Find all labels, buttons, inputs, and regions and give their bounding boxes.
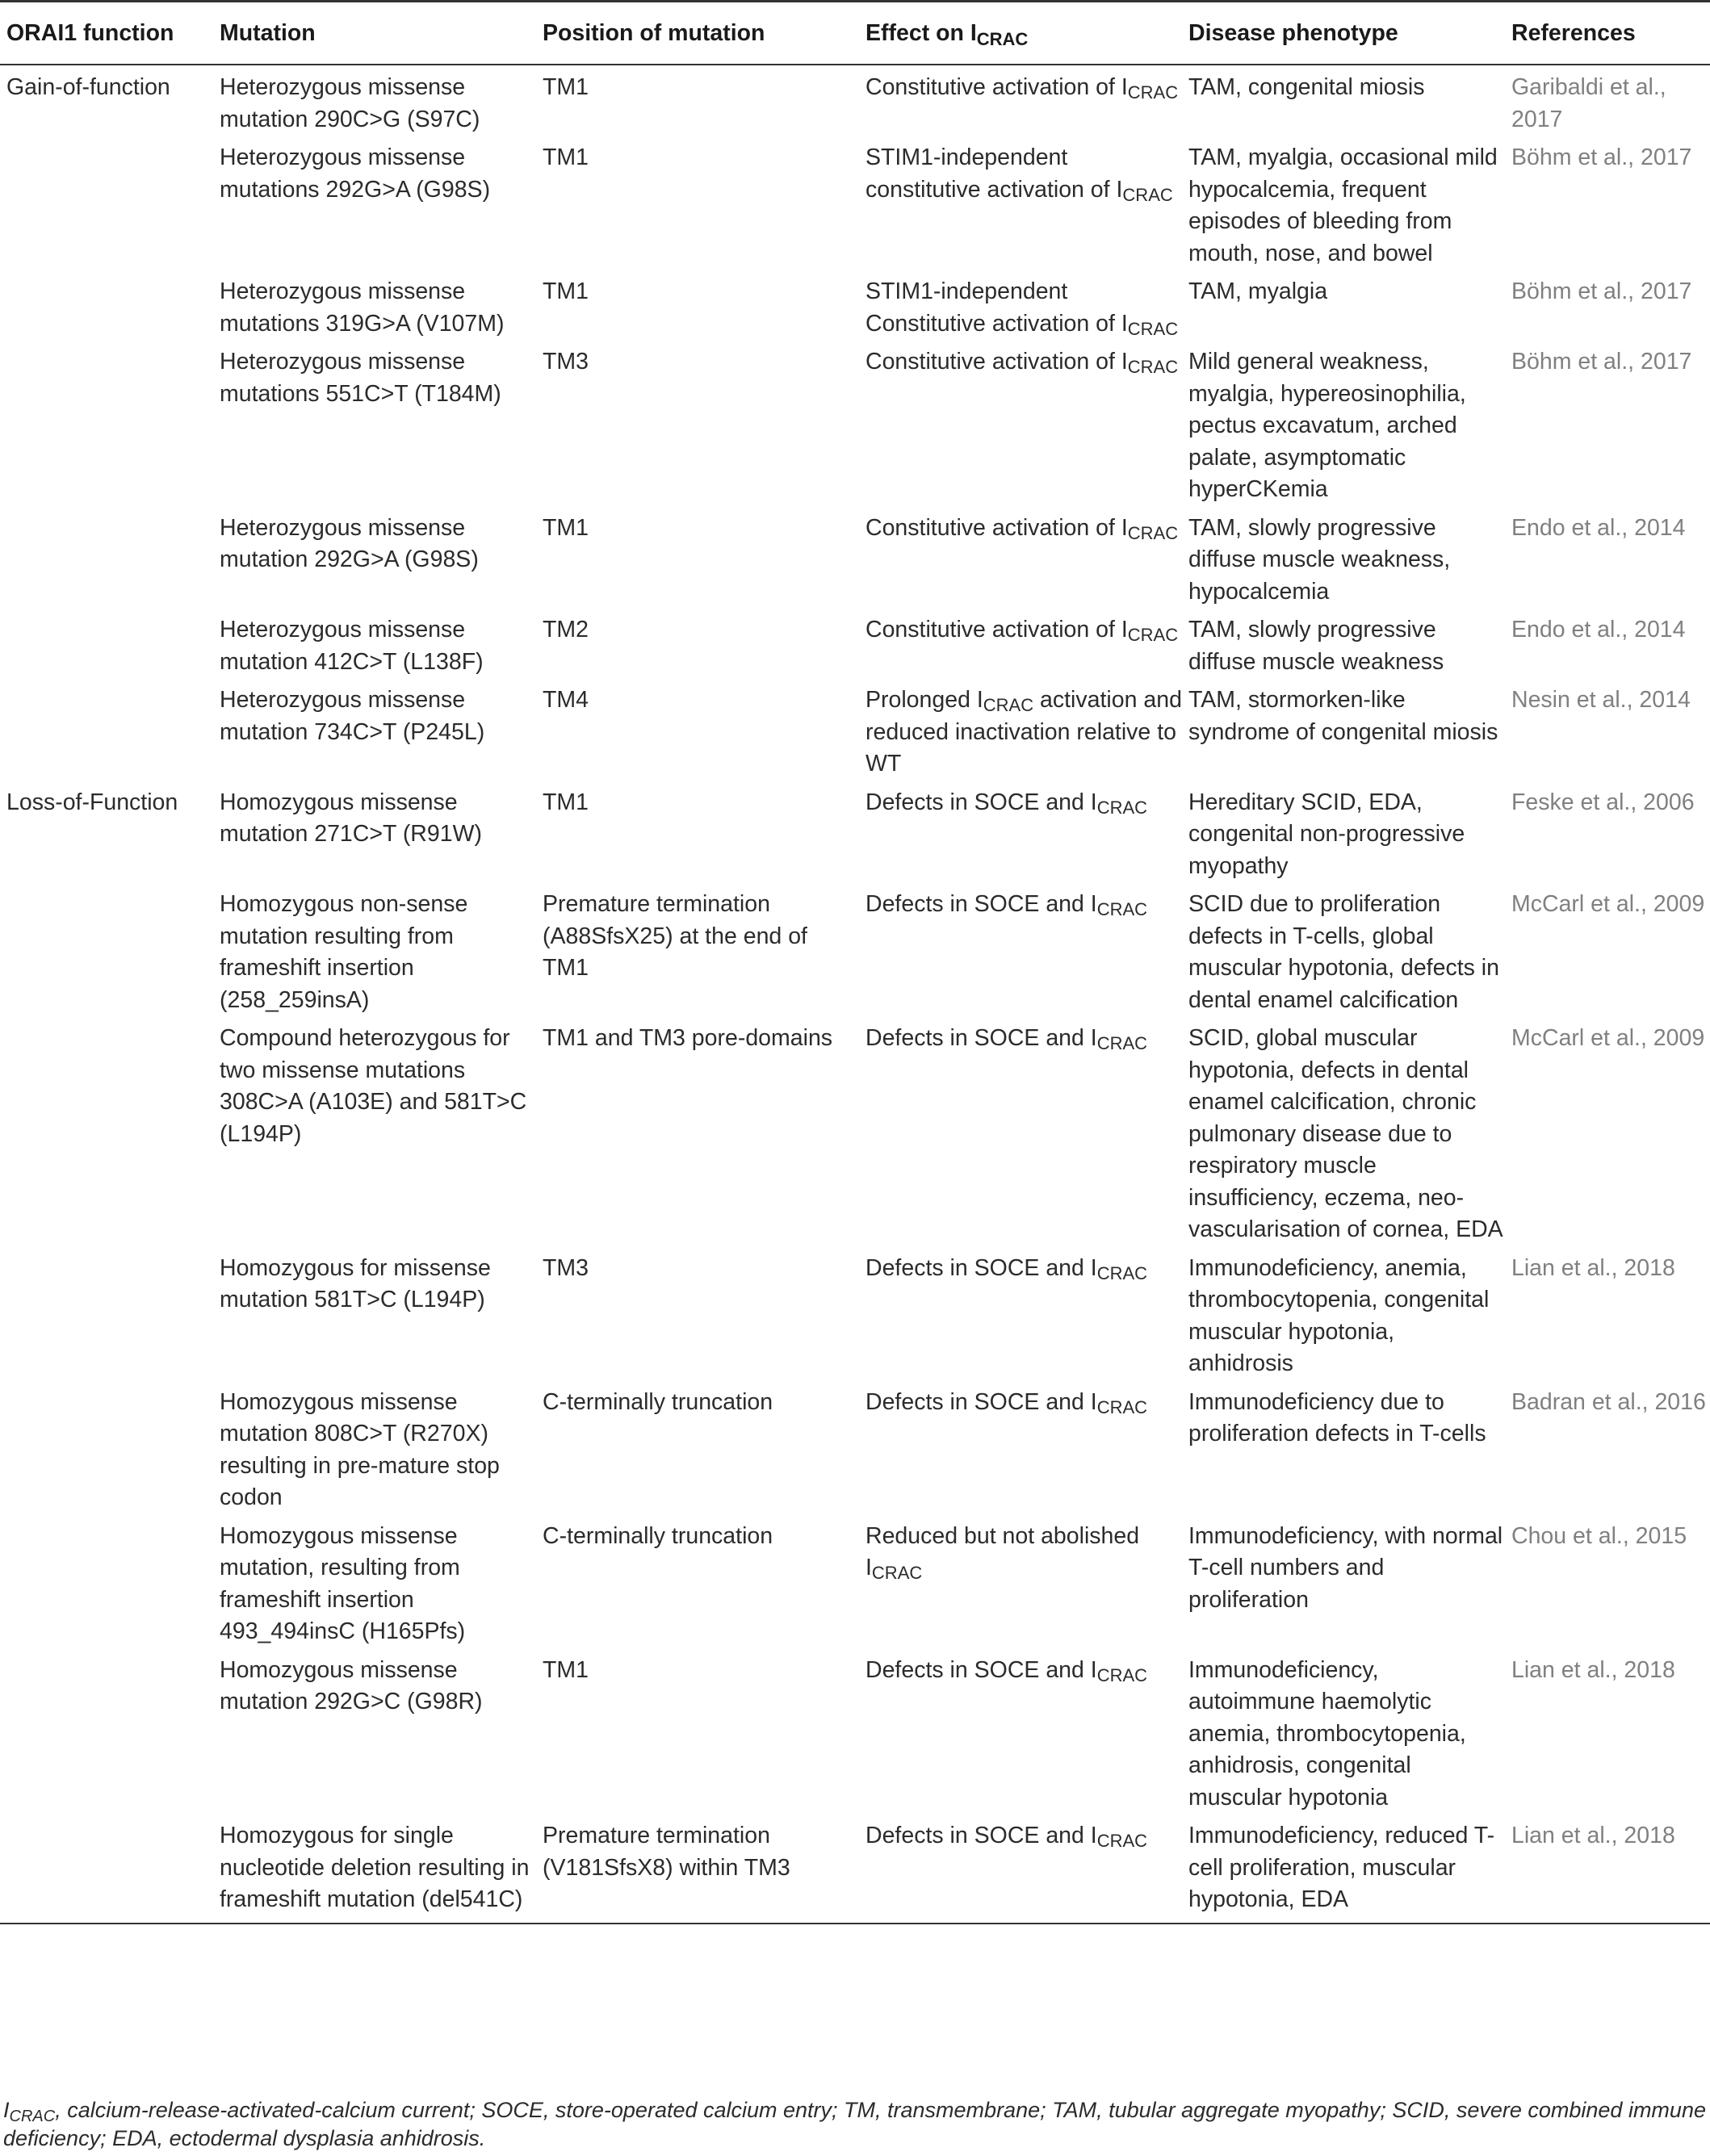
table-row	[0, 65, 1710, 140]
cell-mutation: Heterozygous missense mutation 290C>G (S97C)	[220, 74, 480, 132]
cell-effect	[859, 140, 1182, 274]
cell-reference: Endo et al., 2014	[1511, 617, 1686, 643]
cell-position: TM1	[543, 1656, 589, 1683]
cell-function: Loss-of-Function	[6, 789, 178, 815]
header-phenotype: Disease phenotype	[1182, 2, 1505, 65]
effect-sub: CRAC	[1122, 184, 1173, 205]
cell-phenotype: Immunodeficiency, autoimmune haemolytic anemia, thrombocytopenia, anhidrosis, congenital muscular hypotonia	[1188, 1656, 1466, 1811]
effect-sub: CRAC	[1096, 1396, 1148, 1417]
cell-position: TM2	[543, 617, 589, 643]
cell-phenotype: Immunodeficiency, anemia, thrombocytopenia, congenital muscular hypotonia, anhidrosis	[1188, 1254, 1490, 1376]
table-header	[0, 2, 1710, 65]
cell-mutation: Homozygous missense mutation 808C>T (R270X) resulting in pre-mature stop codon	[220, 1388, 500, 1510]
cell-position: C-terminally truncation	[543, 1522, 773, 1549]
cell-position: TM4	[543, 687, 589, 713]
cell-function	[0, 612, 213, 682]
cell-mutation: Heterozygous missense mutation 734C>T (P245L)	[220, 687, 485, 745]
cell-position: Premature termination (V181SfsX8) within TM3	[536, 1818, 859, 1924]
cell-reference: Böhm et al., 2017	[1511, 349, 1692, 375]
header-position: Position of mutation	[536, 2, 859, 65]
header-effect-text: Effect on I	[865, 20, 977, 46]
cell-phenotype: Immunodeficiency due to proliferation defects in T-cells	[1188, 1388, 1486, 1446]
effect-text: Defects in SOCE and I	[865, 1823, 1097, 1848]
cell-phenotype: TAM, myalgia	[1188, 278, 1328, 304]
effect-sub: CRAC	[1127, 357, 1179, 377]
cell-position: Premature termination (A88SfsX25) at the end of TM1	[543, 891, 807, 981]
table-row	[0, 1250, 1710, 1384]
cell-position: TM1	[543, 144, 589, 170]
cell-function	[0, 140, 213, 274]
effect-sub: CRAC	[1127, 625, 1179, 645]
cell-phenotype: TAM, myalgia, occasional mild hypocalcemia, frequent episodes of bleeding from mouth, nose, and bowel	[1188, 144, 1498, 266]
table-row	[0, 886, 1710, 1020]
cell-phenotype: SCID due to proliferation defects in T-cells, global muscular hypotonia, defects in dental enamel calcification	[1188, 891, 1499, 1013]
cell-effect	[859, 785, 1182, 887]
table-row	[0, 1020, 1710, 1250]
effect-text: Defects in SOCE and I	[865, 1025, 1097, 1051]
cell-reference: Garibaldi et al., 2017	[1511, 74, 1666, 132]
cell-function	[0, 1652, 213, 1819]
table-row	[0, 344, 1710, 510]
cell-effect	[859, 612, 1182, 682]
effect-text: Prolonged I	[865, 687, 983, 713]
cell-effect	[859, 65, 1182, 140]
effect-text: Constitutive activation of I	[865, 349, 1128, 375]
footnote-text: , calcium-release-activated-calcium current; SOCE, store-operated calcium entry; TM, transmembrane; TAM, tubular aggregate myopathy; SCID, severe combined immune deficiency; EDA, ectodermal dysplasia anhidrosis.	[3, 2098, 1706, 2150]
effect-sub: CRAC	[1096, 899, 1148, 919]
cell-mutation: Homozygous for missense mutation 581T>C (L194P)	[220, 1254, 491, 1312]
effect-text: Reduced but not abolished I	[865, 1522, 1140, 1580]
cell-effect	[859, 1518, 1182, 1652]
header-effect-sub: CRAC	[976, 29, 1029, 49]
cell-mutation: Homozygous missense mutation 292G>C (G98R)	[220, 1656, 483, 1714]
effect-text: STIM1-independent constitutive activation of I	[865, 144, 1123, 203]
cell-position: TM1 and TM3 pore-domains	[543, 1025, 833, 1051]
cell-reference: Nesin et al., 2014	[1511, 687, 1691, 713]
cell-mutation: Homozygous missense mutation 271C>T (R91W)	[220, 789, 482, 847]
cell-mutation: Heterozygous missense mutation 412C>T (L138F)	[220, 617, 484, 675]
cell-effect	[859, 274, 1182, 344]
cell-position: TM3	[543, 349, 589, 375]
cell-mutation: Heterozygous missense mutations 319G>A (V107M)	[220, 278, 505, 337]
cell-effect	[859, 886, 1182, 1020]
cell-phenotype: TAM, stormorken-like syndrome of congenital miosis	[1188, 687, 1498, 745]
cell-reference: Böhm et al., 2017	[1511, 144, 1692, 170]
cell-phenotype: TAM, congenital miosis	[1188, 74, 1425, 100]
cell-mutation: Homozygous missense mutation, resulting from frameshift insertion 493_494insC (H165Pfs)	[220, 1522, 466, 1644]
effect-sub: CRAC	[1096, 797, 1148, 818]
cell-effect	[859, 1250, 1182, 1384]
effect-sub: CRAC	[1127, 522, 1179, 543]
cell-reference: Chou et al., 2015	[1511, 1522, 1687, 1549]
effect-text: Defects in SOCE and I	[865, 1388, 1097, 1415]
effect-text: Defects in SOCE and I	[865, 1656, 1097, 1683]
cell-mutation: Heterozygous missense mutations 551C>T (T184M)	[220, 349, 501, 407]
effect-sub: CRAC	[1127, 82, 1179, 103]
cell-effect	[859, 344, 1182, 510]
table-row	[0, 682, 1710, 785]
table-row	[0, 140, 1710, 274]
effect-text: Defects in SOCE and I	[865, 789, 1097, 815]
cell-reference: McCarl et al., 2009	[1511, 1025, 1705, 1051]
cell-mutation: Heterozygous missense mutations 292G>A (G98S)	[220, 144, 491, 203]
effect-text: Constitutive activation of I	[865, 514, 1128, 541]
cell-function	[0, 1518, 213, 1652]
cell-phenotype: Immunodeficiency, with normal T-cell numbers and proliferation	[1188, 1522, 1503, 1613]
effect-text-after: activation and reduced inactivation relative to WT	[865, 687, 1182, 777]
cell-function: Gain-of-function	[6, 74, 170, 100]
cell-function	[0, 1818, 213, 1924]
cell-position: TM1	[543, 789, 589, 815]
cell-reference: Badran et al., 2016	[1511, 1388, 1706, 1415]
effect-sub: CRAC	[1096, 1664, 1148, 1685]
footnote-sub: CRAC	[9, 2108, 56, 2125]
effect-text: Defects in SOCE and I	[865, 891, 1097, 917]
cell-effect	[859, 1652, 1182, 1819]
cell-function	[0, 1250, 213, 1384]
cell-position: C-terminally truncation	[543, 1388, 773, 1415]
cell-function	[0, 1384, 213, 1518]
effect-text: Constitutive activation of I	[865, 74, 1128, 100]
cell-function	[0, 682, 213, 785]
header-references: References	[1505, 2, 1710, 65]
cell-effect	[859, 1020, 1182, 1250]
effect-text: Constitutive activation of I	[865, 617, 1128, 643]
cell-reference: Böhm et al., 2017	[1511, 278, 1692, 304]
table-footnote	[3, 2096, 1707, 2153]
header-row	[0, 2, 1710, 65]
effect-sub: CRAC	[1127, 318, 1179, 339]
cell-effect	[859, 1384, 1182, 1518]
table-row	[0, 1518, 1710, 1652]
cell-phenotype: Immunodeficiency, reduced T-cell proliferation, muscular hypotonia, EDA	[1182, 1818, 1505, 1924]
header-effect	[859, 2, 1182, 65]
effect-sub: CRAC	[1096, 1262, 1148, 1283]
cell-function	[0, 344, 213, 510]
cell-reference: Feske et al., 2006	[1511, 789, 1695, 815]
table-row	[0, 1818, 1710, 1924]
cell-phenotype: TAM, slowly progressive diffuse muscle weakness	[1188, 617, 1444, 675]
cell-function	[0, 274, 213, 344]
cell-position: TM1	[543, 514, 589, 541]
cell-effect	[859, 682, 1182, 785]
table-row	[0, 274, 1710, 344]
cell-position: TM1	[543, 74, 589, 100]
cell-function	[0, 1020, 213, 1250]
cell-mutation: Homozygous for single nucleotide deletion resulting in frameshift mutation (del541C)	[213, 1818, 536, 1924]
cell-phenotype: Hereditary SCID, EDA, congenital non-progressive myopathy	[1188, 789, 1465, 879]
cell-mutation: Heterozygous missense mutation 292G>A (G98S)	[220, 514, 479, 572]
cell-effect	[859, 1818, 1182, 1924]
cell-reference: McCarl et al., 2009	[1511, 891, 1705, 917]
cell-function	[0, 510, 213, 613]
cell-reference: Lian et al., 2018	[1505, 1818, 1710, 1924]
footnote-prefix: I	[3, 2098, 10, 2122]
cell-position: TM1	[543, 278, 589, 304]
cell-reference: Endo et al., 2014	[1511, 514, 1686, 541]
cell-phenotype: TAM, slowly progressive diffuse muscle weakness, hypocalcemia	[1188, 514, 1451, 605]
cell-reference: Lian et al., 2018	[1511, 1254, 1675, 1281]
table-row	[0, 785, 1710, 887]
cell-reference: Lian et al., 2018	[1511, 1656, 1675, 1683]
table-row	[0, 612, 1710, 682]
cell-position: TM3	[543, 1254, 589, 1281]
effect-sub: CRAC	[871, 1563, 923, 1583]
cell-effect	[859, 510, 1182, 613]
cell-mutation: Homozygous non-sense mutation resulting from frameshift insertion (258_259insA)	[220, 891, 468, 1013]
header-orai1-function: ORAI1 function	[0, 2, 213, 65]
effect-sub: CRAC	[983, 695, 1034, 715]
cell-phenotype: SCID, global muscular hypotonia, defects in dental enamel calcification, chronic pulmonary disease due to respiratory muscle insufficiency, eczema, neo-vascularisation of cornea, EDA	[1188, 1025, 1503, 1242]
table-row	[0, 1384, 1710, 1518]
effect-sub: CRAC	[1096, 1831, 1148, 1851]
header-mutation: Mutation	[213, 2, 536, 65]
cell-mutation: Compound heterozygous for two missense mutations 308C>A (A103E) and 581T>C (L194P)	[220, 1025, 527, 1147]
cell-function	[0, 886, 213, 1020]
table-row	[0, 510, 1710, 613]
table-body	[0, 65, 1710, 1924]
effect-text: STIM1-independent Constitutive activation of I	[865, 278, 1128, 337]
effect-sub: CRAC	[1096, 1033, 1148, 1053]
cell-phenotype: Mild general weakness, myalgia, hypereosinophilia, pectus excavatum, arched palate, asymptomatic hyperCKemia	[1188, 349, 1466, 502]
table-row	[0, 1652, 1710, 1819]
effect-text: Defects in SOCE and I	[865, 1254, 1097, 1281]
